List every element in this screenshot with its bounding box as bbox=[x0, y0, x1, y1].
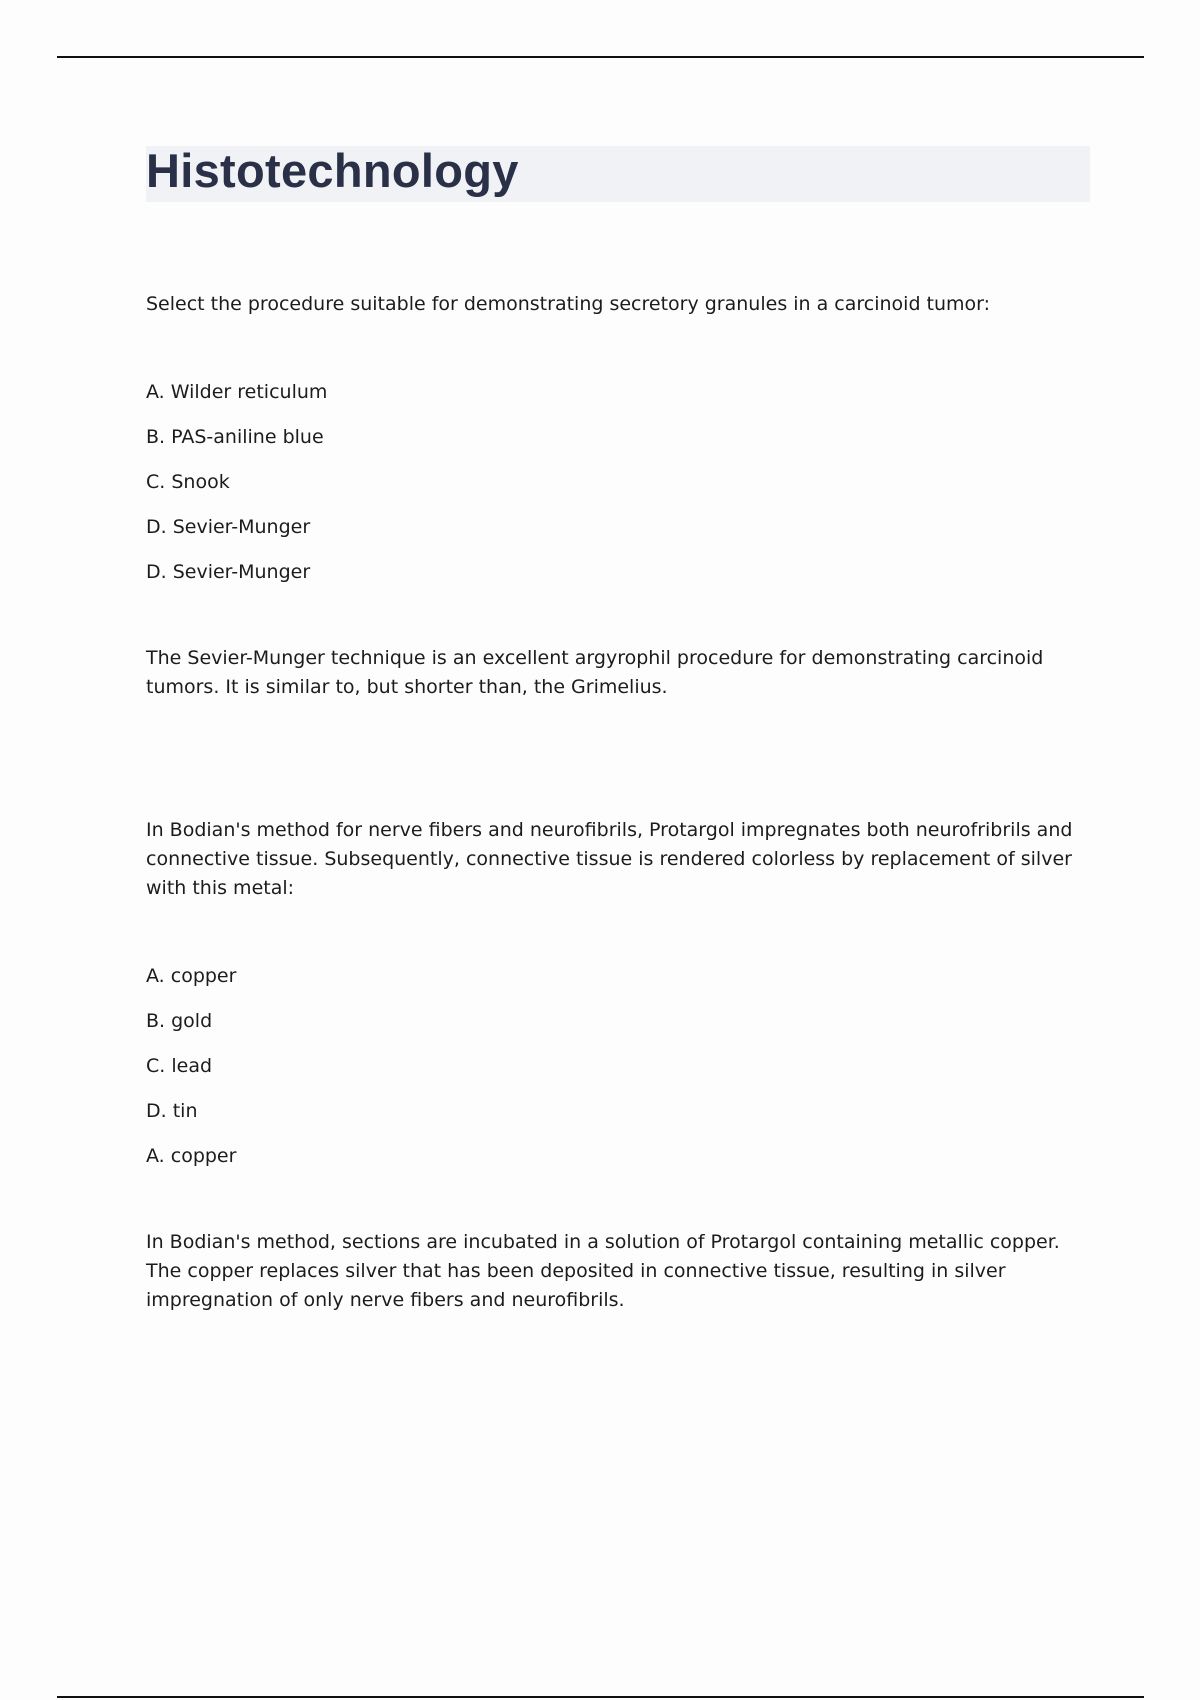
question-block-2 bbox=[146, 816, 1096, 1315]
bottom-rule bbox=[57, 1696, 1144, 1698]
option-item: D. Sevier-Munger bbox=[146, 516, 311, 538]
answer-text: D. Sevier-Munger bbox=[146, 561, 311, 583]
option-list bbox=[146, 962, 1096, 1171]
option-item: A. copper bbox=[146, 965, 237, 987]
option-list bbox=[146, 378, 1096, 587]
option-item: D. tin bbox=[146, 1100, 198, 1122]
option-item: B. gold bbox=[146, 1010, 213, 1032]
option-item: C. lead bbox=[146, 1055, 213, 1077]
explanation-text: The Sevier-Munger technique is an excellent argyrophil procedure for demonstrating carcinoid tumors. It is similar to, but shorter than, the Grimelius. bbox=[146, 647, 1044, 698]
option-item: B. PAS-aniline blue bbox=[146, 426, 324, 448]
top-rule bbox=[57, 56, 1144, 58]
option-item: A. Wilder reticulum bbox=[146, 381, 328, 403]
page-title: Histotechnology bbox=[146, 144, 519, 197]
option-item: C. Snook bbox=[146, 471, 230, 493]
explanation-text: In Bodian's method, sections are incubated in a solution of Protargol containing metallic copper. The copper replaces silver that has been deposited in connective tissue, resulting in silver impregnation of only nerve fibers and neurofibrils. bbox=[146, 1231, 1060, 1311]
question-text: In Bodian's method for nerve fibers and neurofibrils, Protargol impregnates both neurofribrils and connective tissue. Subsequently, connective tissue is rendered colorless by replacement of silver with this metal: bbox=[146, 819, 1073, 899]
question-block-1 bbox=[146, 290, 1096, 702]
answer-text: A. copper bbox=[146, 1145, 237, 1167]
question-text: Select the procedure suitable for demonstrating secretory granules in a carcinoid tumor: bbox=[146, 293, 991, 315]
document-body bbox=[146, 290, 1096, 1315]
